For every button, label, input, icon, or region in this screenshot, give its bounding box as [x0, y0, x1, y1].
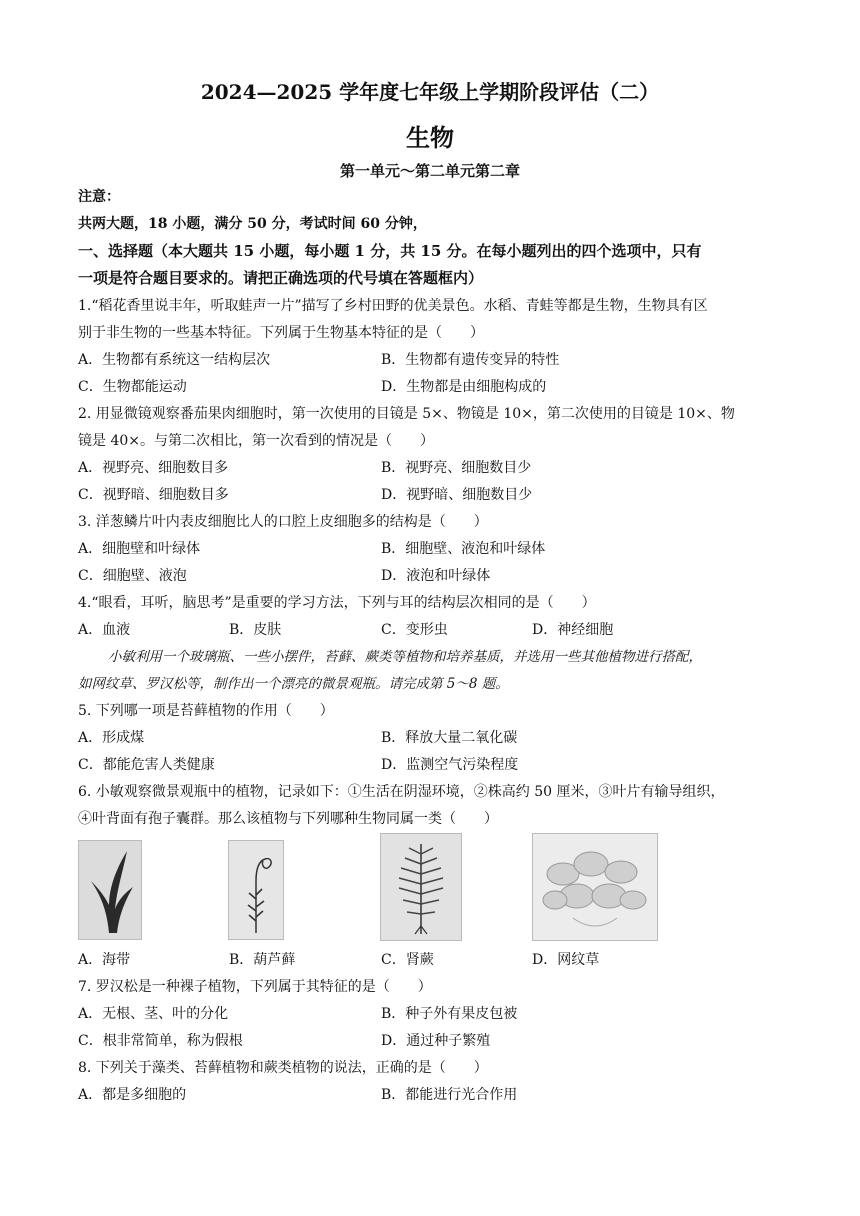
q7-option-d[interactable]: D．通过种子繁殖 [381, 1033, 491, 1049]
passage-line1: 小敏利用一个玻璃瓶、一些小摆件，苔藓、蕨类等植物和培养基质，并选用一些其他植物进行搭配， [108, 649, 702, 665]
q3-option-b[interactable]: B．细胞壁、液泡和叶绿体 [381, 541, 546, 557]
q7-option-c[interactable]: C．根非常简单，称为假根 [78, 1033, 243, 1049]
section1-line2: 一项是符合题目要求的。请把正确选项的代号填在答题框内） [78, 269, 484, 287]
q4-option-c[interactable]: C．变形虫 [381, 622, 448, 638]
q1-stem-line2: 别于非生物的一些基本特征。下列属于生物基本特征的是（ ） [78, 325, 484, 341]
q2-option-b[interactable]: B．视野亮、细胞数目少 [381, 460, 532, 476]
q2-stem-line1: 2. 用显微镜观察番茄果肉细胞时，第一次使用的目镜是 5×、物镜是 10×，第二次使用的目镜是 10×、物 [78, 406, 735, 422]
moss-image [228, 840, 284, 940]
q2-option-d[interactable]: D．视野暗、细胞数目少 [381, 487, 533, 503]
q1-option-b[interactable]: B．生物都有遗传变异的特性 [381, 352, 560, 368]
q6-stem-line2: ④叶背面有孢子囊群。那么该植物与下列哪种生物同属一类（ ） [78, 811, 498, 827]
q1-option-c[interactable]: C．生物都能运动 [78, 379, 187, 395]
q5-option-d[interactable]: D．监测空气污染程度 [381, 757, 519, 773]
q8-stem-line1: 8. 下列关于藻类、苔藓植物和蕨类植物的说法，正确的是（ ） [78, 1060, 488, 1076]
q8-option-a[interactable]: A．都是多细胞的 [78, 1087, 187, 1103]
q4-option-b[interactable]: B．皮肤 [229, 622, 282, 638]
nerve-plant-image [532, 833, 658, 941]
q6-option-d[interactable]: D．网纹草 [532, 952, 600, 968]
q8-option-b[interactable]: B．都能进行光合作用 [381, 1087, 518, 1103]
q7-option-a[interactable]: A．无根、茎、叶的分化 [78, 1006, 229, 1022]
q6-option-b[interactable]: B．葫芦藓 [229, 952, 296, 968]
q2-option-c[interactable]: C．视野暗、细胞数目多 [78, 487, 229, 503]
q3-stem-line1: 3. 洋葱鳞片叶内表皮细胞比人的口腔上皮细胞多的结构是（ ） [78, 514, 488, 530]
subject-title: 生物 [406, 123, 454, 152]
page-title: 2024—2025 学年度七年级上学期阶段评估（二） [200, 80, 660, 104]
q4-stem-line1: 4.“眼看，耳听，脑思考”是重要的学习方法，下列与耳的结构层次相同的是（ ） [78, 595, 596, 611]
q1-stem-line1: 1.“稻花香里说丰年，听取蛙声一片”描写了乡村田野的优美景色。水稻、青蛙等都是生物，生物具有区 [78, 298, 708, 314]
kelp-image [78, 840, 142, 940]
q1-option-d[interactable]: D．生物都是由细胞构成的 [381, 379, 547, 395]
q4-option-d[interactable]: D．神经细胞 [532, 622, 614, 638]
q6-option-c[interactable]: C．肾蕨 [381, 952, 434, 968]
q5-option-b[interactable]: B．释放大量二氧化碳 [381, 730, 518, 746]
q2-option-a[interactable]: A．视野亮、细胞数目多 [78, 460, 229, 476]
notice-text: 共两大题，18 小题，满分 50 分，考试时间 60 分钟， [78, 216, 427, 232]
q2-stem-line2: 镜是 40×。与第二次相比，第一次看到的情况是（ ） [78, 433, 434, 449]
q6-option-a[interactable]: A．海带 [78, 952, 131, 968]
q4-option-a[interactable]: A．血液 [78, 622, 131, 638]
unit-scope: 第一单元～第二单元第二章 [339, 162, 520, 180]
notice-label: 注意： [78, 189, 120, 205]
q3-option-d[interactable]: D．液泡和叶绿体 [381, 568, 491, 584]
q7-stem-line1: 7. 罗汉松是一种裸子植物，下列属于其特征的是（ ） [78, 979, 432, 995]
section1-line1: 一、选择题（本大题共 15 小题，每小题 1 分，共 15 分。在每小题列出的四个选项中，只有 [78, 242, 702, 260]
q5-option-a[interactable]: A．形成煤 [78, 730, 145, 746]
q5-option-c[interactable]: C．都能危害人类健康 [78, 757, 215, 773]
q3-option-a[interactable]: A．细胞壁和叶绿体 [78, 541, 201, 557]
passage-line2: 如网纹草、罗汉松等，制作出一个漂亮的微景观瓶。请完成第 5～8 题。 [78, 676, 509, 692]
q5-stem-line1: 5. 下列哪一项是苔藓植物的作用（ ） [78, 703, 334, 719]
q7-option-b[interactable]: B．种子外有果皮包被 [381, 1006, 518, 1022]
q3-option-c[interactable]: C．细胞壁、液泡 [78, 568, 187, 584]
q6-stem-line1: 6. 小敏观察微景观瓶中的植物，记录如下：①生活在阴湿环境，②株高约 50 厘米，③叶片有输导组织， [78, 784, 725, 800]
fern-image [380, 833, 462, 941]
q1-option-a[interactable]: A．生物都有系统这一结构层次 [78, 352, 271, 368]
